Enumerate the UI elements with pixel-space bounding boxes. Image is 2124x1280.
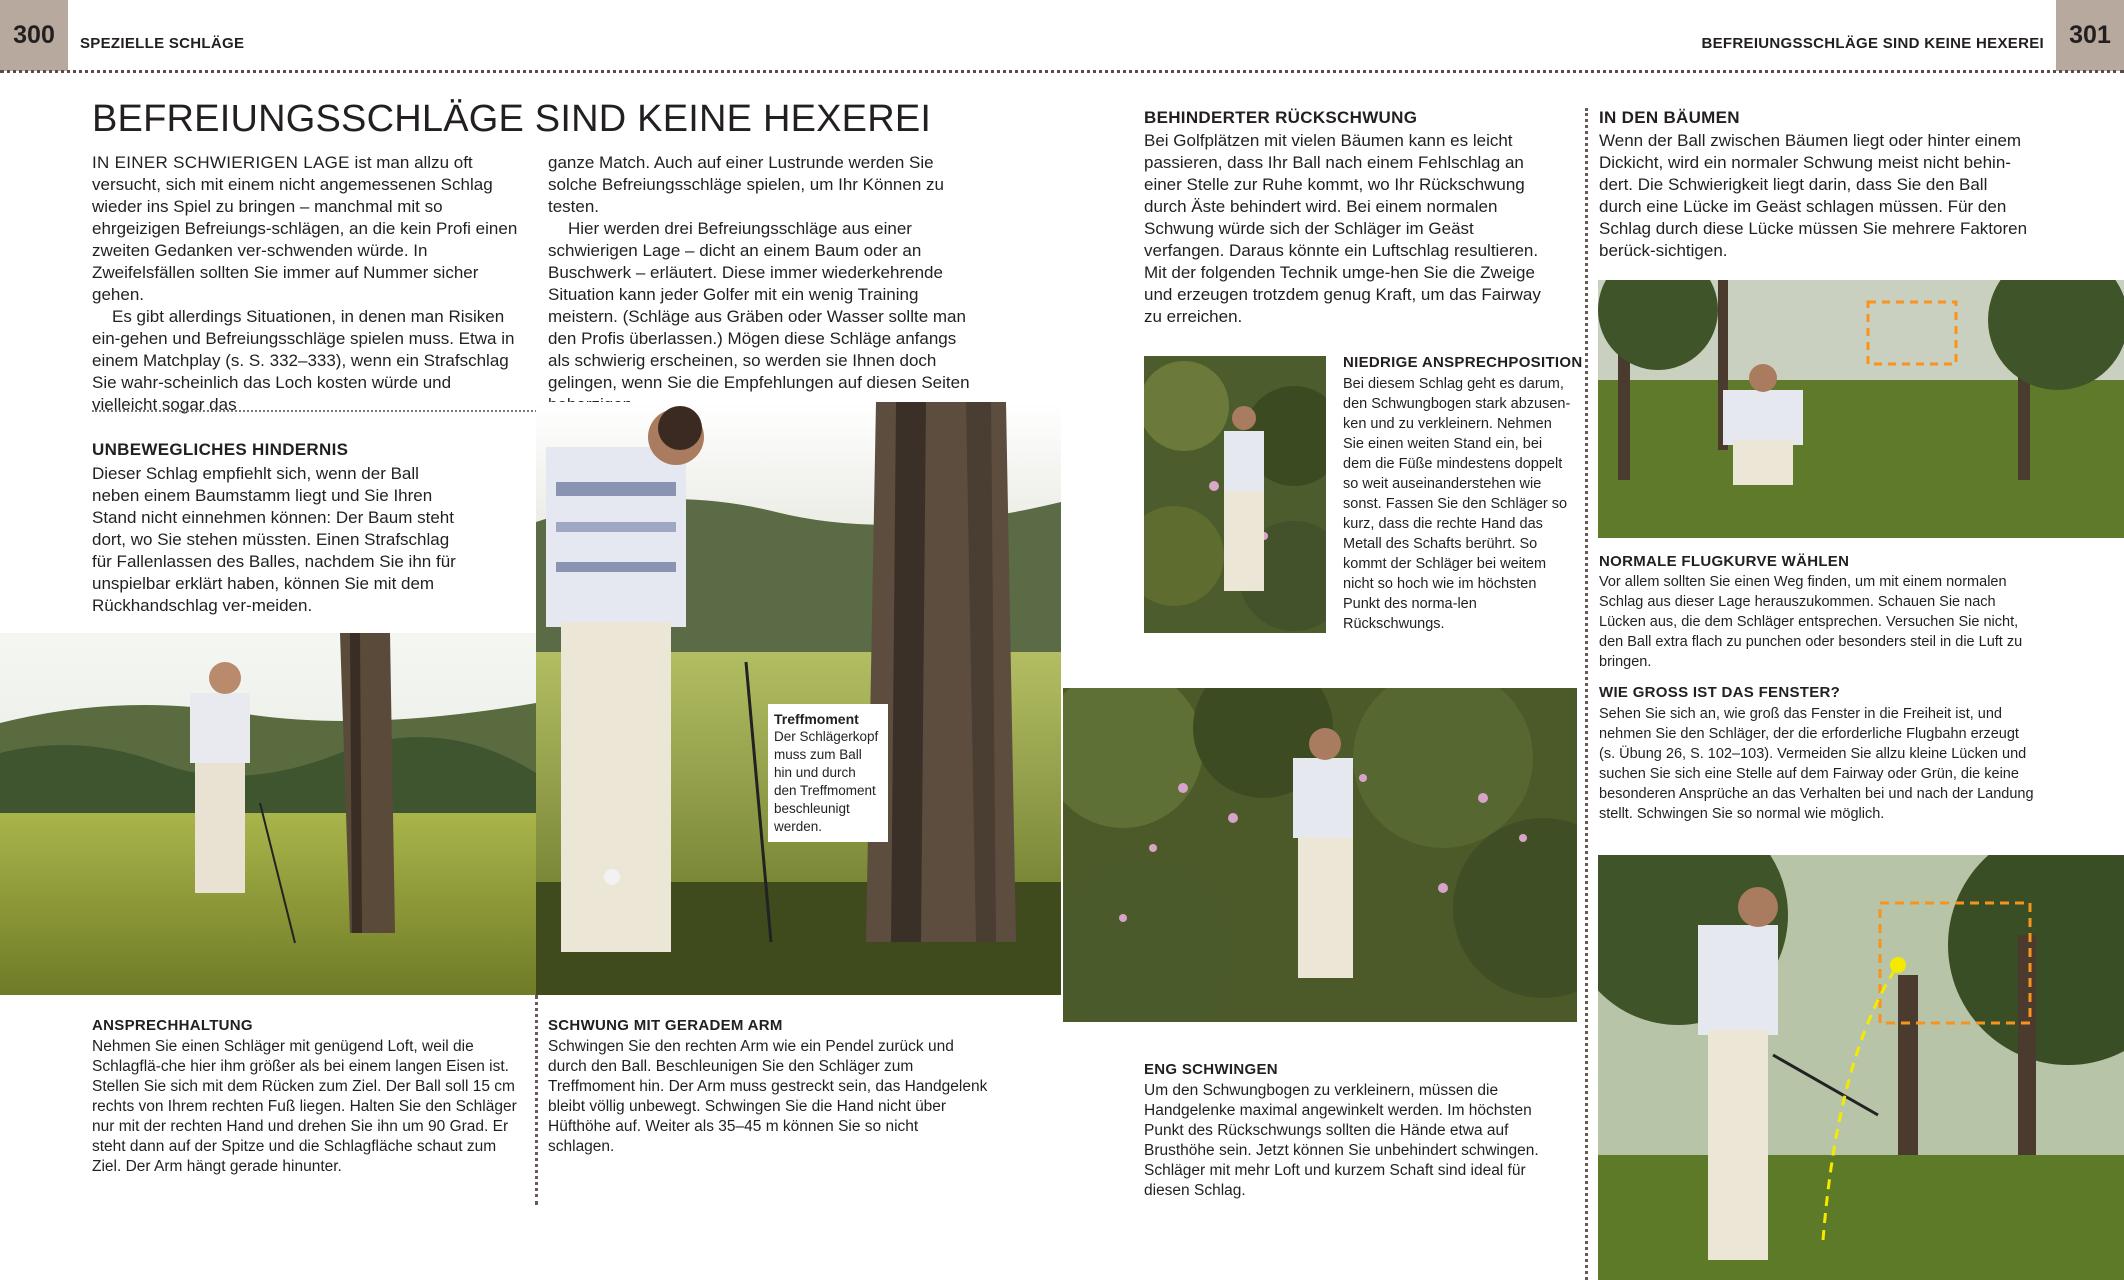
caption-text-narrow-swing: Um den Schwungbogen zu verkleinern, müssen die Handgelenke maximal angewinkelt werden. Im höchsten Punkt des Rückschwungs sollten die Hände etwa auf Brusthöhe sein. Jetzt können Sie unbehindert schwingen. Schläger mit mehr Loft und kurzem Schaft sind ideal für diesen Schlag. [1144, 1082, 1539, 1199]
column-divider-2 [1585, 108, 1588, 1280]
caption-text-straight-arm: Schwingen Sie den rechten Arm wie ein Pendel zurück und durch den Ball. Beschleunigen Sie den Schläger zum Treffmoment hin. Der Arm muss gestreckt sein, das Handgelenk bleibt völlig unbewegt. Schwingen Sie die Hand nicht über Hüfthöhe auf. Weiter als 35–45 m können Sie so nicht schlagen. [548, 1038, 988, 1155]
photo-assess-window [1598, 280, 2124, 538]
page-number-right [2056, 0, 2124, 71]
intro-column-1 [92, 152, 520, 416]
sub-heading-low-address: NIEDRIGE ANSPRECHPOSITION [1343, 354, 1583, 371]
caption-text-address: Nehmen Sie einen Schläger mit genügend Loft, weil die Schlagflä-che hier ihm größer als bei einem langen Eisen ist. Stellen Sie sich mit dem Rücken zum Ziel. Der Ball soll 15 cm rechts von Ihrem rechten Fuß liegen. Halten Sie den Schläger nur mit der rechten Hand und drehen Sie ihn um 90 Grad. Er steht dann auf der Spitze und die Schlagfläche schaut zum Ziel. Der Arm hängt gerade hinunter. [92, 1038, 517, 1175]
section-heading-backswing: BEHINDERTER RÜCKSCHWUNG [1144, 108, 1418, 127]
intro-text: ist man allzu oft versucht, sich mit einem nicht angemessenen Schlag wieder ins Spiel zu bringen – manchmal mit so ehrgeizigen Befreiungs-schlägen, an die kein Profi einen zweiten Gedanken ver-schwenden würde. In Zweifelsfällen sollten Sie immer auf Nummer sicher gehen. [92, 153, 518, 304]
section-text-trees: Wenn der Ball zwischen Bäumen liegt oder hinter einem Dickicht, wird ein normaler Schwung meist nicht behin-dert. Die Schwierigkeit liegt darin, dass Sie den Ball durch eine Lücke im Geäst schlagen müssen. Für den Schlag durch diese Lücke müssen Sie mehrere Faktoren berück-sichtigen. [1599, 131, 2028, 260]
intro-para-2: Es gibt allerdings Situationen, in denen man Risiken ein-gehen und Befreiungsschläge spielen muss. Etwa in einem Matchplay (s. S. 332–333), wenn ein Strafschlag Sie wahr-scheinlich das Loch kosten würde und vielleicht sogar das [92, 307, 515, 414]
section-text-backswing: Bei Golfplätzen mit vielen Bäumen kann es leicht passieren, dass Ihr Ball nach einem Fehlschlag an einer Stelle zur Ruhe kommt, wo Ihr Rückschwung durch Äste behindert wird. Bei einem normalen Schwung würde sich der Schläger im Geäst verfangen. Daraus könnte ein Luftschlag resultieren. Mit der folgenden Technik umge-hen Sie die Zweige und erzeugen trotzdem genug Kraft, um das Fairway zu erreichen. [1144, 131, 1541, 326]
page-number-right-text: 301 [2069, 21, 2111, 49]
page-title: BEFREIUNGSSCHLÄGE SIND KEINE HEXEREI [92, 98, 932, 140]
caption-heading-narrow-swing: ENG SCHWINGEN [1144, 1061, 1278, 1078]
caption-heading-address: ANSPRECHHALTUNG [92, 1017, 253, 1034]
running-head-left: SPEZIELLE SCHLÄGE [80, 35, 245, 52]
section-heading-obstacle: UNBEWEGLICHES HINDERNIS [92, 440, 349, 459]
intro-col2-para-1: ganze Match. Auch auf einer Lustrunde werden Sie solche Befreiungsschläge spielen, um Ihr Können zu testen. [548, 153, 944, 216]
section-text-obstacle: Dieser Schlag empfiehlt sich, wenn der Ball neben einem Baumstamm liegt und Sie Ihren Stand nicht einnehmen können: Der Baum steht dort, wo Sie stehen müssten. Einen Strafschlag für Fallenlassen des Balles, nachdem Sie ihn für unspielbar erklärt haben, können Sie mit dem Rückhandschlag ver-meiden. [92, 464, 456, 615]
column-divider-1 [535, 995, 538, 1205]
callout-text: Der Schlägerkopf muss zum Ball hin und durch den Treffmoment beschleunigt werden. [774, 729, 879, 834]
caption-text-window-size: Sehen Sie sich an, wie groß das Fenster in die Freiheit ist, und nehmen Sie den Schläger, der die erforderliche Flugbahn erzeugt (s. Übung 26, S. 102–103). Vermeiden Sie allzu kleine Lücken und suchen Sie sich eine Stelle auf dem Fairway oder Grün, die keine besonderen Ansprüche an das Verhalten bei und nach der Landung stellt. Schwingen Sie so normal wie möglich. [1599, 706, 2034, 822]
photo-low-address [1144, 356, 1326, 633]
sub-text-low-address: Bei diesem Schlag geht es darum, den Schwungbogen stark abzusen-ken und zu verkleinern. Nehmen Sie einen weiten Stand ein, bei dem die Füße mindestens doppelt so weit auseinanderstehen wie sonst. Fassen Sie den Schläger so kurz, dass die rechte Hand das Metall des Schafts berührt. So kommt der Schläger bei weitem nicht so hoch wie im höchsten Punkt des norma-len Rückschwungs. [1343, 376, 1571, 632]
photo-shot-through-window [1598, 855, 2124, 1280]
caption-heading-normal-flight: NORMALE FLUGKURVE WÄHLEN [1599, 553, 1850, 570]
page-number-left [0, 0, 68, 71]
intro-col2-para-2: Hier werden drei Befreiungsschläge aus einer schwierigen Lage – dicht an einem Baum oder an Buschwerk – erläutert. Diese immer wiederkehrende Situation kann jeder Golfer mit ein wenig Training meistern. (Schläge aus Gräben oder Wasser sollte man den Profis überlassen.) Mögen diese Schläge anfangs als schwierig erscheinen, so werden sie Ihnen doch gelingen, wenn Sie die Empfehlungen auf diesen Seiten [548, 219, 970, 392]
intro-lead: IN EINER SCHWIERIGEN LAGE [92, 153, 350, 172]
callout-title: Treffmoment [774, 711, 859, 727]
photo-address-position [0, 633, 536, 995]
caption-heading-window-size: WIE GROSS IST DAS FENSTER? [1599, 684, 1841, 701]
photo-straight-arm-swing [536, 402, 1061, 995]
header-rule [0, 70, 2124, 73]
intro-column-2 [548, 152, 980, 416]
photo-narrow-swing [1063, 688, 1577, 1022]
section-heading-trees: IN DEN BÄUMEN [1599, 108, 1740, 127]
caption-text-normal-flight: Vor allem sollten Sie einen Weg finden, um mit einem normalen Schlag aus dieser Lage herauszukommen. Schauen Sie nach Lücken aus, die dem Schläger entsprechen. Versuchen Sie nicht, den Ball extra flach zu punchen oder besonders steil in die Luft zu bringen. [1599, 574, 2023, 670]
running-head-right: BEFREIUNGSSCHLÄGE SIND KEINE HEXEREI [1701, 35, 2044, 52]
caption-heading-straight-arm: SCHWUNG MIT GERADEM ARM [548, 1017, 783, 1034]
page-number-left-text: 300 [13, 21, 55, 49]
callout-impact [768, 704, 888, 842]
